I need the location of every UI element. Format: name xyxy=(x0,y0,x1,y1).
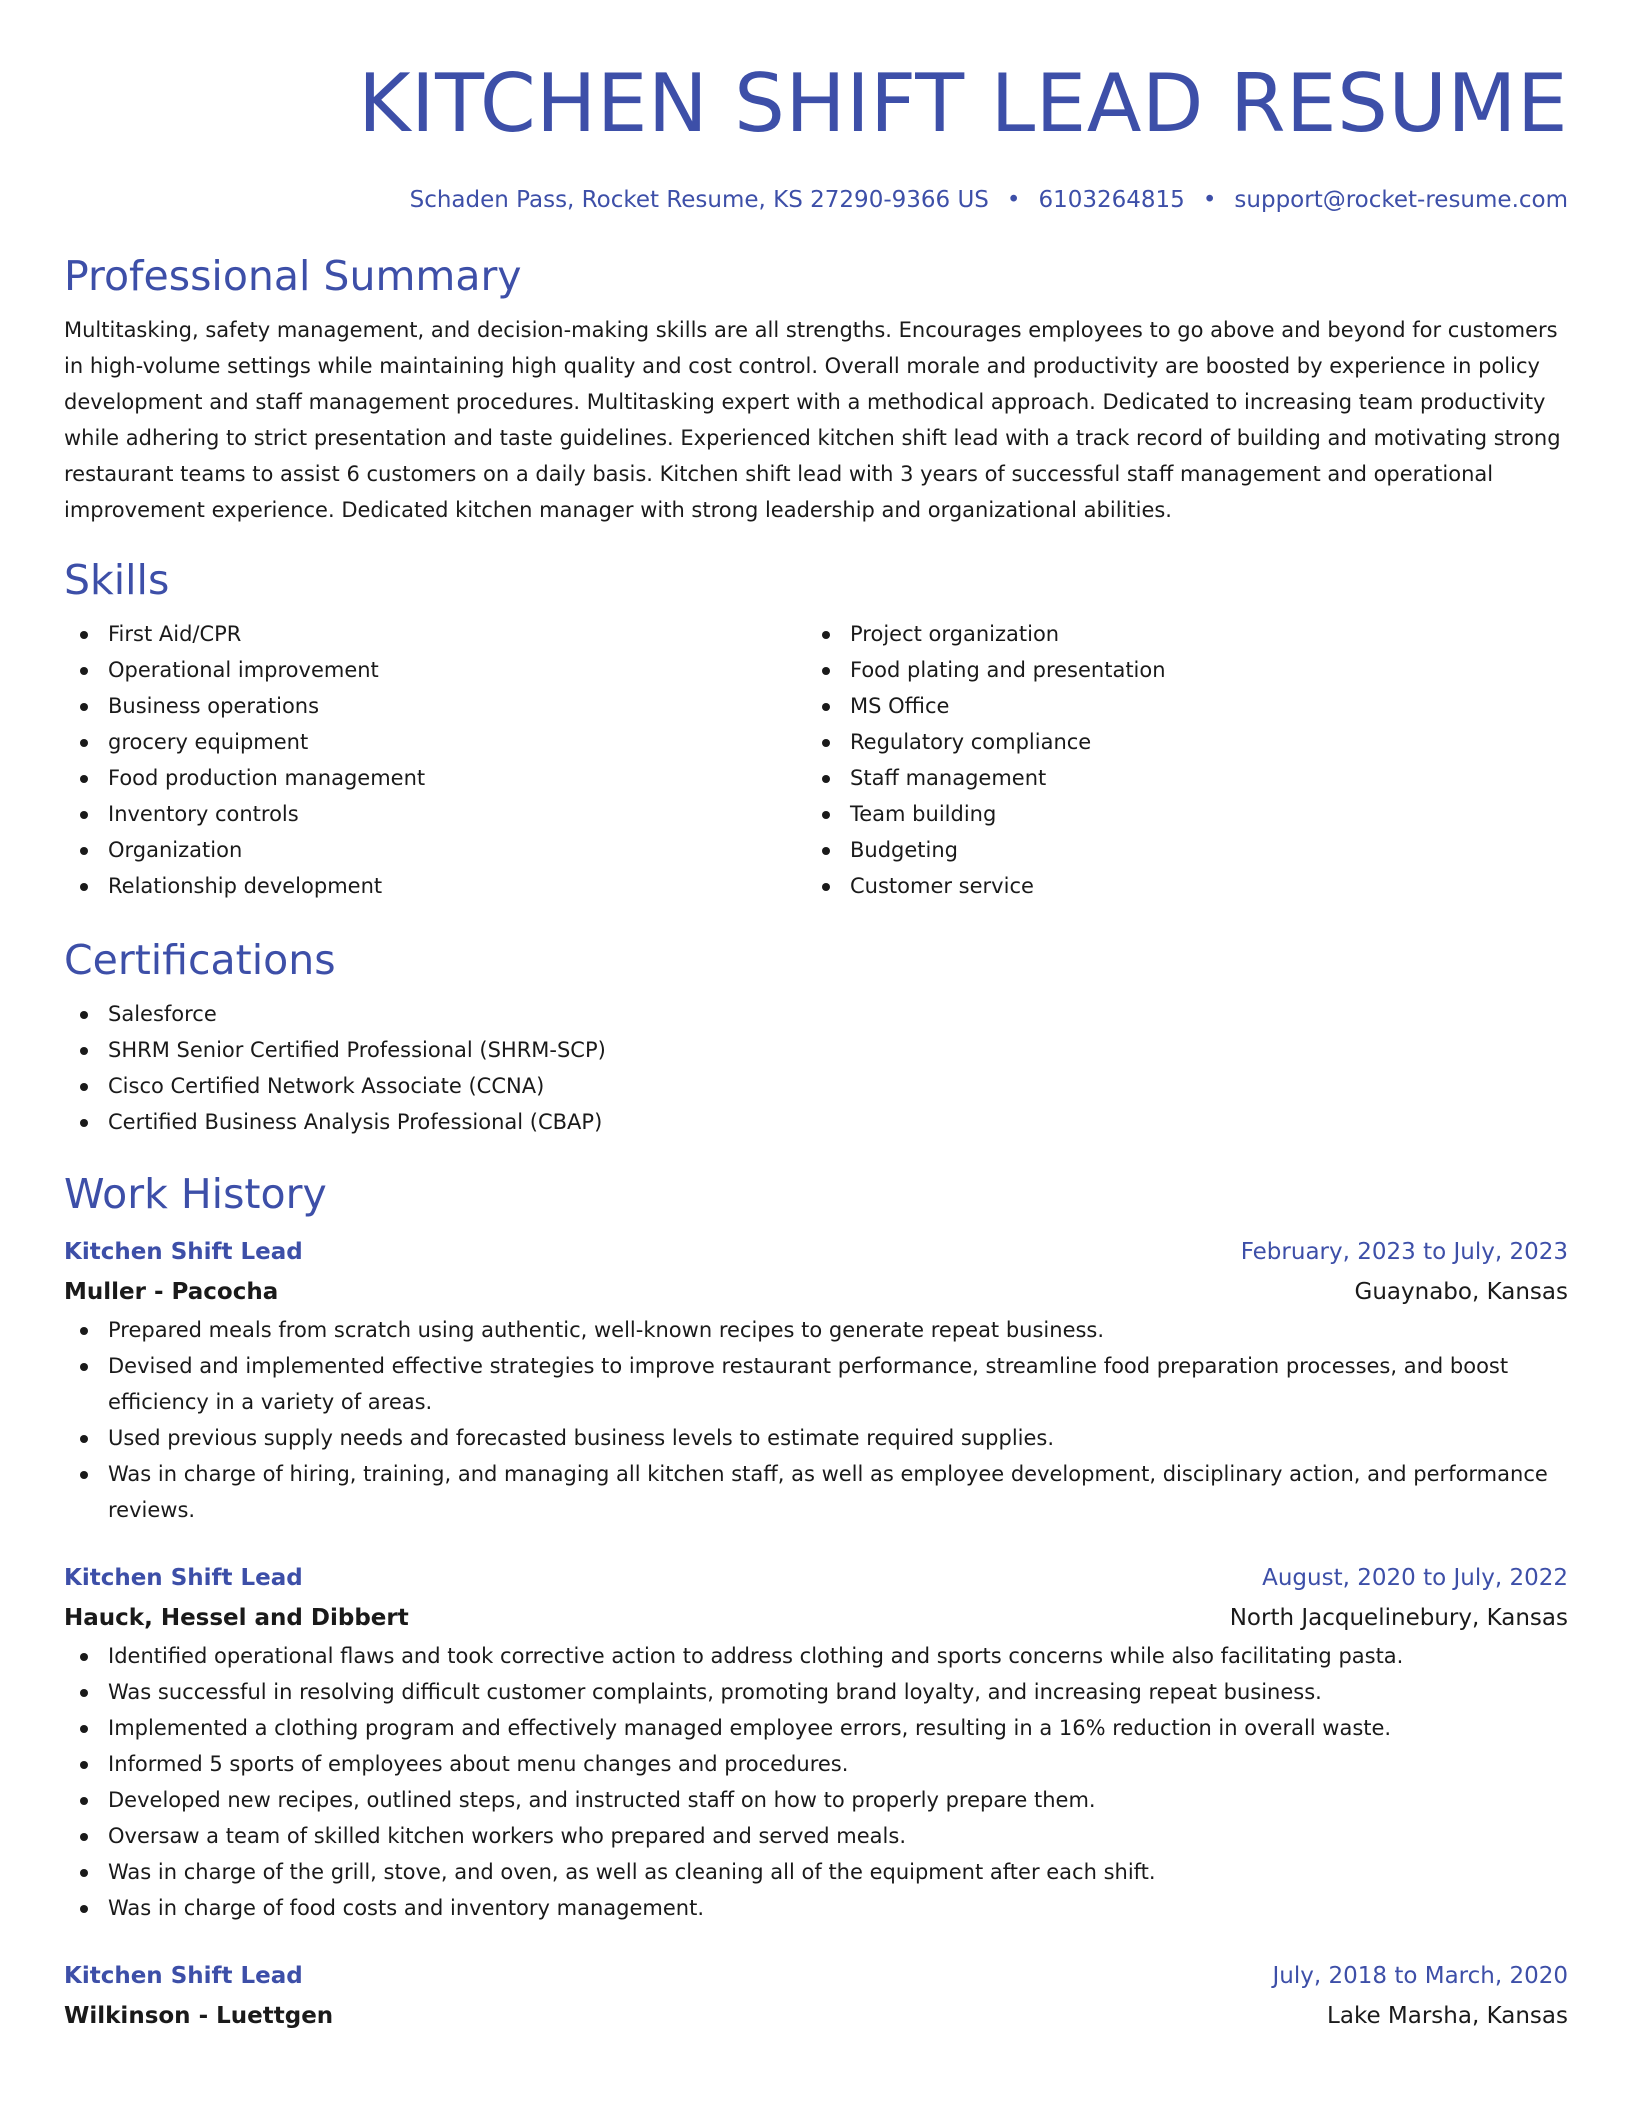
skills-list-left xyxy=(64,616,806,904)
contact-line xyxy=(64,184,1568,216)
list-item: Operational improvement xyxy=(64,652,806,688)
list-item: Developed new recipes, outlined steps, and instructed staff on how to properly prepare them. xyxy=(64,1782,1568,1818)
job-entry xyxy=(64,1956,1568,2036)
contact-phone: 6103264815 xyxy=(1038,187,1185,213)
list-item: Regulatory compliance xyxy=(806,724,1548,760)
list-item: Food production management xyxy=(64,760,806,796)
certifications-section xyxy=(64,934,1568,1140)
contact-separator: • xyxy=(1202,187,1217,213)
job-entry xyxy=(64,1232,1568,1528)
job-company-row xyxy=(64,1598,1568,1638)
skills-section xyxy=(64,554,1568,904)
list-item: Prepared meals from scratch using authentic, well-known recipes to generate repeat business. xyxy=(64,1312,1568,1348)
list-item: MS Office xyxy=(806,688,1548,724)
list-item: Salesforce xyxy=(64,996,1568,1032)
list-item: Food plating and presentation xyxy=(806,652,1548,688)
job-title-row xyxy=(64,1558,1568,1598)
list-item: Informed 5 sports of employees about menu changes and procedures. xyxy=(64,1746,1568,1782)
job-location: Lake Marsha, Kansas xyxy=(1327,2003,1568,2029)
list-item: Implemented a clothing program and effectively managed employee errors, resulting in a 16% reduction in overall waste. xyxy=(64,1710,1568,1746)
summary-heading: Professional Summary xyxy=(64,252,522,300)
list-item: Staff management xyxy=(806,760,1548,796)
list-item: Identified operational flaws and took corrective action to address clothing and sports concerns while also facilitating pasta. xyxy=(64,1638,1568,1674)
list-item: Inventory controls xyxy=(64,796,806,832)
list-item: Cisco Certified Network Associate (CCNA) xyxy=(64,1068,1568,1104)
list-item: Oversaw a team of skilled kitchen workers who prepared and served meals. xyxy=(64,1818,1568,1854)
list-item: Project organization xyxy=(806,616,1548,652)
list-item: SHRM Senior Certified Professional (SHRM-SCP) xyxy=(64,1032,1568,1068)
list-item: Devised and implemented effective strategies to improve restaurant performance, streamline food preparation processes, and boost efficiency in a variety of areas. xyxy=(64,1348,1568,1420)
job-location: North Jacquelinebury, Kansas xyxy=(1229,1605,1568,1631)
summary-section xyxy=(64,250,1568,528)
contact-email: support@rocket-resume.com xyxy=(1234,187,1568,213)
job-location: Guaynabo, Kansas xyxy=(1354,1279,1568,1305)
list-item: Was in charge of food costs and inventory management. xyxy=(64,1890,1568,1926)
job-dates: August, 2020 to July, 2022 xyxy=(1262,1565,1568,1591)
job-title-row xyxy=(64,1956,1568,1996)
job-dates: February, 2023 to July, 2023 xyxy=(1240,1239,1568,1265)
job-dates: July, 2018 to March, 2020 xyxy=(1272,1963,1568,1989)
list-item: Budgeting xyxy=(806,832,1548,868)
skills-list-right xyxy=(806,616,1548,904)
list-item: Team building xyxy=(806,796,1548,832)
resume-title: KITCHEN SHIFT LEAD RESUME xyxy=(358,57,1568,150)
summary-text: Multitasking, safety management, and decision-making skills are all strengths. Encourages employees to go above and beyond for customers in high-volume settings while maintaining high quality and cost control. Overall morale and productivity are boosted by experience in policy development and staff management procedures. Multitasking expert with a methodical approach. Dedicated to increasing team productivity while adhering to strict presentation and taste guidelines. Experienced kitchen shift lead with a track record of building and motivating strong restaurant teams to assist 6 customers on a daily basis. Kitchen shift lead with 3 years of successful staff management and operational improvement experience. Dedicated kitchen manager with strong leadership and organizational abilities. xyxy=(64,318,1561,522)
list-item: Business operations xyxy=(64,688,806,724)
work-history-heading: Work History xyxy=(64,1170,327,1218)
job-company-row xyxy=(64,1996,1568,2036)
list-item: Customer service xyxy=(806,868,1548,904)
job-entry xyxy=(64,1558,1568,1926)
job-company-row xyxy=(64,1272,1568,1312)
work-history-section xyxy=(64,1168,1568,2036)
skills-column-left xyxy=(64,616,806,904)
job-title: Kitchen Shift Lead xyxy=(64,1565,303,1591)
skills-column-right xyxy=(806,616,1548,904)
list-item: Used previous supply needs and forecasted business levels to estimate required supplies. xyxy=(64,1420,1568,1456)
list-item: Certified Business Analysis Professional (CBAP) xyxy=(64,1104,1568,1140)
certifications-list xyxy=(64,996,1568,1140)
jobs-list xyxy=(64,1232,1568,2036)
contact-address: Schaden Pass, Rocket Resume, KS 27290-9366 US xyxy=(409,187,989,213)
list-item: grocery equipment xyxy=(64,724,806,760)
certifications-heading: Certifications xyxy=(64,936,336,984)
list-item: First Aid/CPR xyxy=(64,616,806,652)
job-title-row xyxy=(64,1232,1568,1272)
skills-grid xyxy=(64,616,1568,904)
list-item: Organization xyxy=(64,832,806,868)
skills-heading: Skills xyxy=(64,556,170,604)
job-company: Hauck, Hessel and Dibbert xyxy=(64,1605,409,1631)
job-bullets xyxy=(64,1312,1568,1528)
job-title: Kitchen Shift Lead xyxy=(64,1963,303,1989)
job-company: Muller - Pacocha xyxy=(64,1279,279,1305)
job-title: Kitchen Shift Lead xyxy=(64,1239,303,1265)
list-item: Relationship development xyxy=(64,868,806,904)
job-company: Wilkinson - Luettgen xyxy=(64,2003,334,2029)
job-bullets xyxy=(64,1638,1568,1926)
list-item: Was successful in resolving difficult customer complaints, promoting brand loyalty, and increasing repeat business. xyxy=(64,1674,1568,1710)
list-item: Was in charge of the grill, stove, and oven, as well as cleaning all of the equipment after each shift. xyxy=(64,1854,1568,1890)
contact-separator: • xyxy=(1006,187,1021,213)
resume-page xyxy=(64,0,1568,2036)
list-item: Was in charge of hiring, training, and managing all kitchen staff, as well as employee development, disciplinary action, and performance reviews. xyxy=(64,1456,1568,1528)
